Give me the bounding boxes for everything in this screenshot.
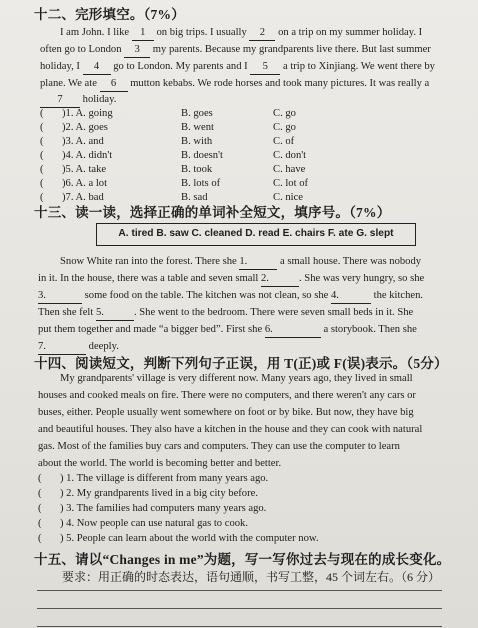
reading-line-6: about the world. The world is becoming better and better.	[38, 458, 282, 469]
writing-line-1[interactable]	[37, 590, 442, 591]
tf-item-1: ( ) 1. The village is different from many years ago.	[38, 473, 269, 484]
story-blank-5: 5.	[96, 306, 134, 321]
section-15-title: 十五、请以“Changes in me”为题，写一写你过去与现在的成长变化。	[34, 552, 451, 567]
reading-line-3: buses, either. People usually went somewhere on foot or by bike. But now, they have big	[38, 407, 414, 418]
reading-line-2: houses and cooked meals on fire. There were no computers, and there weren't any cars or	[38, 390, 416, 401]
story-line-5: put them together and made “a bigger bed”. First she 6. a storybook. Then she	[38, 323, 417, 338]
story-blank-2: 2.	[261, 272, 299, 287]
cloze-line-4: plane. We ate 6 mutton kebabs. We rode horses and took many pictures. It was really a	[40, 77, 429, 92]
word-bank: A. tired B. saw C. cleaned D. read E. chairs F. ate G. slept	[96, 223, 416, 246]
blank-6: 6	[100, 77, 128, 92]
option-row-4: ( )4. A. didn't B. doesn't C. don't	[40, 150, 307, 161]
option-row-6: ( )6. A. a lot B. lots of C. lot of	[40, 178, 309, 189]
story-blank-7: 7.	[38, 340, 86, 355]
story-line-6: 7. deeply.	[38, 340, 119, 355]
writing-requirement: 要求：用正确的时态表达，语句通顺，书写工整，45 个词左右。（6 分）	[62, 570, 441, 584]
cloze-line-3: holiday, I 4 go to London. My parents and I 5 a trip to Xinjiang. We went there by	[40, 60, 435, 75]
section-12-title: 十二、完形填空。（7%）	[34, 7, 185, 22]
option-row-1: ( )1. A. going B. goes C. go	[40, 108, 296, 119]
reading-line-1: My grandparents' village is very different now. Many years ago, they lived in small	[60, 373, 413, 384]
writing-line-2[interactable]	[37, 608, 442, 609]
cloze-line-2: often go to London 3 my parents. Because my grandparents live there. But last summer	[40, 43, 431, 58]
writing-line-3[interactable]	[37, 626, 442, 627]
blank-1: 1	[132, 26, 154, 41]
story-blank-1: 1.	[239, 255, 277, 270]
blank-2: 2	[249, 26, 275, 41]
tf-item-4: ( ) 4. Now people can use natural gas to cook.	[38, 518, 248, 529]
story-line-3: 3. some food on the table. The kitchen was not clean, so she 4. the kitchen.	[38, 289, 423, 304]
story-blank-3: 3.	[38, 289, 82, 304]
story-blank-4: 4.	[331, 289, 371, 304]
story-line-1: Snow White ran into the forest. There she 1. a small house. There was nobody	[60, 255, 421, 270]
option-row-5: ( )5. A. take B. took C. have	[40, 164, 306, 175]
blank-3: 3	[124, 43, 150, 58]
option-row-7: ( )7. A. bad B. sad C. nice	[40, 192, 304, 203]
option-row-3: ( )3. A. and B. with C. of	[40, 136, 295, 147]
cloze-line-5: 7 holiday.	[40, 93, 116, 108]
tf-item-5: ( ) 5. People can learn about the world with the computer now.	[38, 533, 319, 544]
tf-item-3: ( ) 3. The families had computers many years ago.	[38, 503, 267, 514]
reading-line-4: and beautiful houses. They also have a kitchen in the house and they can cook with natural	[38, 424, 423, 435]
section-13-title: 十三、读一读，选择正确的单词补全短文，填序号。（7%）	[34, 205, 391, 220]
reading-line-5: gas. Most of the families buy cars and computers. They can use the computer to learn	[38, 441, 400, 452]
tf-item-2: ( ) 2. My grandparents lived in a big city before.	[38, 488, 258, 499]
section-14-title: 十四、阅读短文，判断下列句子正误，用 T(正)或 F(误)表示。（5分）	[34, 356, 448, 371]
option-row-2: ( )2. A. goes B. went C. go	[40, 122, 296, 133]
blank-7: 7	[40, 93, 80, 108]
story-blank-6: 6.	[265, 323, 321, 338]
story-line-2: in it. In the house, there was a table and seven small 2. . She was very hungry, so she	[38, 272, 424, 287]
blank-5: 5	[250, 60, 280, 75]
blank-4: 4	[83, 60, 111, 75]
story-line-4: Then she felt 5. . She went to the bedroom. There were seven small beds in it. She	[38, 306, 413, 321]
cloze-line-1: I am John. I like 1 on big trips. I usually 2 on a trip on my summer holiday. I	[60, 26, 422, 41]
